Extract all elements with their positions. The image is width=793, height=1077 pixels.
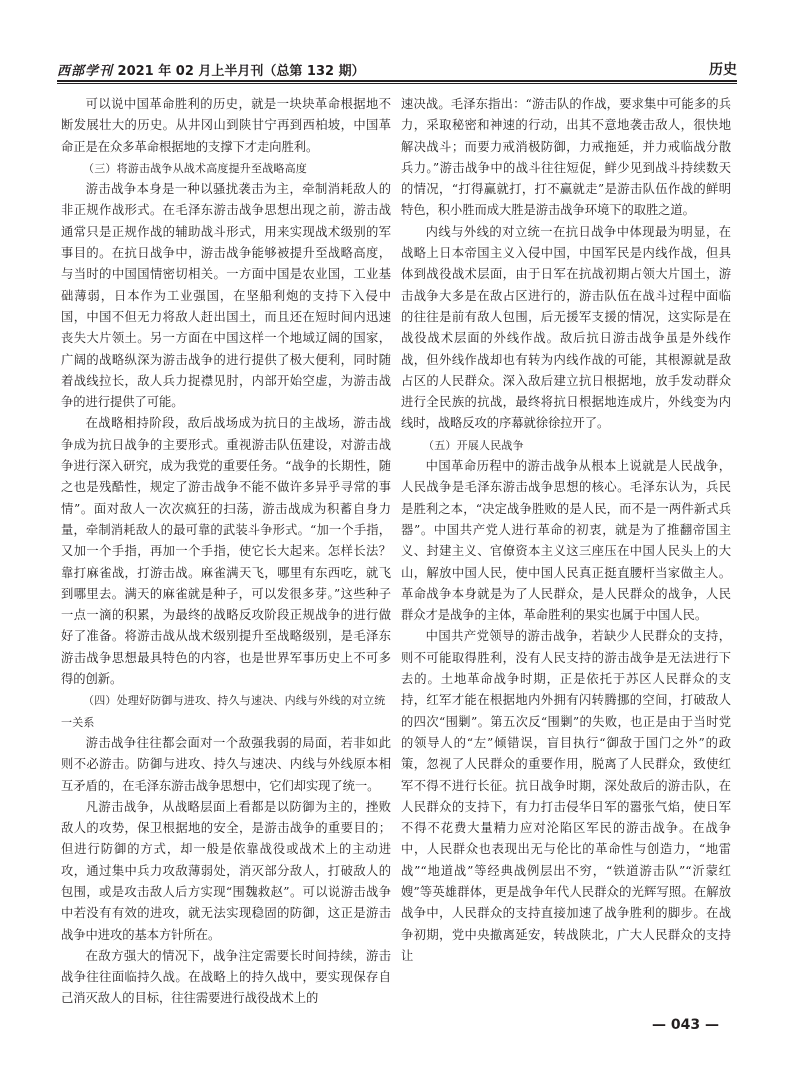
section-heading-4: （四）处理好防御与进攻、持久与速决、内线与外线的对立统一关系 <box>61 694 386 729</box>
paragraph: 中国共产党领导的游击战争，若缺少人民群众的支持，则不可能取得胜利，没有人民支持的游击战争是无法进行下去的。土地革命战争时期，正是依托于苏区人民群众的支持，红军才能在根据地内外拥有闪转腾挪的空间，打破敌人的四次“围剿”。第五次反“围剿”的失败，也正是由于当时党的领导人的“左”倾错误，盲目执行“御敌于国门之外”的政策，忽视了人民群众的重要作用，脱离了人民群众，致使红军不得不进行长征。抗日战争时期，深处敌后的游击队，在人民群众的支持下，有力打击侵华日军的嚣张气焰，使日军不得不花费大量精力应对沦陷区军民的游击战争。在战争中，人民群众也表现出无与伦比的革命性与创造力，“地雷战”“地道战”等经典战例层出不穷，“铁道游击队”“沂蒙红嫂”等英雄群体，更是战争年代人民群众的光辉写照。在解放战争中，人民群众的支持直接加速了战争胜利的脚步。在战争初期，党中央撤离延安，转战陕北，广大人民群众的支持让 <box>401 629 731 963</box>
paragraph: 中国革命历程中的游击战争从根本上说就是人民战争，人民战争是毛泽东游击战争思想的核心。毛泽东认为，兵民是胜利之本，“决定战争胜败的是人民，而不是一两件新式兵器”。中国共产党人进行革命的初衷，就是为了推翻帝国主义、封建主义、官僚资本主义这三座压在中国人民头上的大山，解放中国人民，使中国人民真正挺直腰杆当家做主人。革命战争本身就是为了人民群众，是人民群众的战争，人民群众才是战争的主体，革命胜利的果实也属于中国人民。 <box>401 459 731 623</box>
left-column <box>61 94 391 1010</box>
section-heading-5: （五）开展人民战争 <box>423 438 524 452</box>
header-rule-thick <box>57 80 737 82</box>
paragraph: 在敌方强大的情况下，战争注定需要长时间持续，游击战争往往面临持久战。在战略上的持久战中，要实现保存自己消灭敌人的目标，往往需要进行战役战术上的 <box>61 948 391 1006</box>
running-header <box>57 58 737 80</box>
paragraph: 内线与外线的对立统一在抗日战争中体现最为明显，在战略上日本帝国主义入侵中国，中国军民是内线作战，但具体到战役战术层面，由于日军在抗战初期占领大片国土，游击战争大多是在敌占区进行的，游击队伍在战斗过程中面临的往往是前有敌人包围，后无援军支援的情况，这实际是在战役战术层面的外线作战。敌后抗日游击战争虽是外线作战，但外线作战却也有转为内线作战的可能，其根源就是敌占区的人民群众。深入敌后建立抗日根据地，放手发动群众进行全民族的抗战，最终将抗日根据地连成片，外线变为内线时，战略反攻的序幕就徐徐拉开了。 <box>401 224 731 431</box>
paragraph: 速决战。毛泽东指出：“游击队的作战，要求集中可能多的兵力，采取秘密和神速的行动，出其不意地袭击敌人，很快地解决战斗；而要力戒消极防御，力戒拖延，并力戒临战分散兵力。”游击战争中的战斗往往短促，鲜少见到战斗持续数天的情况，“打得赢就打，打不赢就走”是游击队伍作战的鲜明特色，积小胜而成大胜是游击战争环境下的取胜之道。 <box>401 97 731 218</box>
section-heading-3: （三）将游击战争从战术高度提升至战略高度 <box>83 161 307 175</box>
right-column <box>401 94 731 967</box>
section-label: 历史 <box>709 62 737 78</box>
journal-name: 西部学刊 <box>57 64 114 79</box>
issue-info: 2021 年 02 月上半月刊（总第 132 期） <box>117 64 365 79</box>
journal-info <box>57 60 365 79</box>
paragraph: 凡游击战争，从战略层面上看都是以防御为主的，挫败敌人的攻势，保卫根据地的安全，是游击战争的重要目的；但进行防御的方式，却一般是依靠战役或战术上的主动进攻，通过集中兵力攻敌薄弱处，消灭部分敌人，打破敌人的包围，或是攻击敌人后方实现“围魏救赵”。可以说游击战争中若没有有效的进攻，就无法实现稳固的防御，这正是游击战争中进攻的基本方针所在。 <box>61 799 391 942</box>
paragraph: 游击战争往往都会面对一个敌强我弱的局面，若非如此则不必游击。防御与进攻、持久与速决、内线与外线原本相互矛盾的，在毛泽东游击战争思想中，它们却实现了统一。 <box>61 735 391 793</box>
paragraph: 游击战争本身是一种以骚扰袭击为主，牵制消耗敌人的非正规作战形式。在毛泽东游击战争思想出现之前，游击战通常只是正规作战的辅助战斗形式，用来实现战术级别的军事目的。在抗日战争中，游击战争能够被提升至战略高度，与当时的中国国情密切相关。一方面中国是农业国，工业基础薄弱，日本作为工业强国，在坚船利炮的支持下入侵中国，中国不但无力将敌人赶出国土，而且还在短时间内迅速丧失大片领土。另一方面在中国这样一个地域辽阔的国家，广阔的战略纵深为游击战争的进行提供了极大便利，同时随着战线拉长，敌人兵力捉襟见肘，内部开始空虚，为游击战争的进行提供了可能。 <box>61 182 391 410</box>
paragraph: 可以说中国革命胜利的历史，就是一块块革命根据地不断发展壮大的历史。从井冈山到陕甘宁再到西柏坡，中国革命正是在众多革命根据地的支撑下才走向胜利。 <box>61 97 391 154</box>
page-number: — 043 — <box>652 1017 719 1033</box>
paragraph: 在战略相持阶段，敌后战场成为抗日的主战场，游击战争成为抗日战争的主要形式。重视游击队伍建设，对游击战争进行深入研究，成为我党的重要任务。“战争的长期性，随之也是残酷性，规定了游击战争不能不做许多异乎寻常的事情”。面对敌人一次次疯狂的扫荡，游击战成为积蓄自身力量，牵制消耗敌人的最可靠的武装斗争形式。“加一个手指，又加一个手指，再加一个手指，使它长大起来。怎样长法？靠打麻雀战，打游击战。麻雀满天飞，哪里有东西吃，就飞到哪里去。满天的麻雀就是种子，可以发很多芽。”这些种子一点一滴的积累，为最终的战略反攻阶段正规战争的进行做好了准备。将游击战从战术级别提升至战略级别，是毛泽东游击战争思想最具特色的内容，也是世界军事历史上不可多得的创新。 <box>61 416 391 687</box>
header-rule-thin <box>57 83 737 84</box>
